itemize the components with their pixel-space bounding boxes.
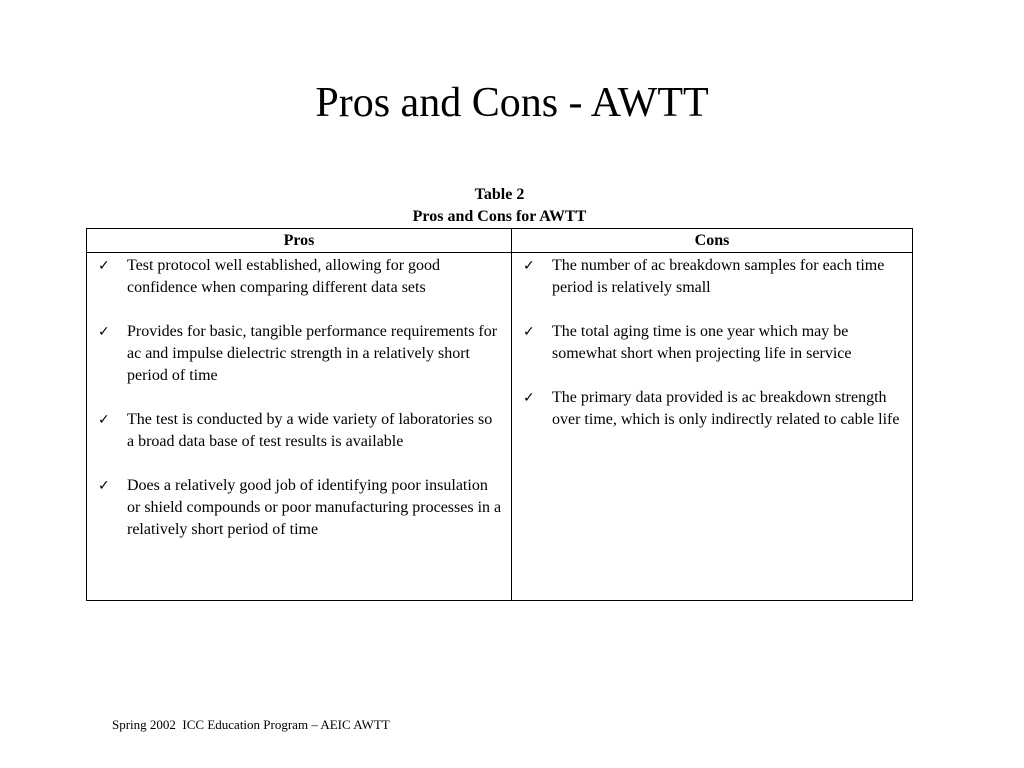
- pros-list: [87, 255, 511, 541]
- list-item: [512, 321, 912, 365]
- cons-item-text: The number of ac breakdown samples for each time period is relatively small: [552, 257, 885, 296]
- list-item: [512, 255, 912, 299]
- slide-footer: Spring 2002 ICC Education Program – AEIC AWTT: [112, 717, 390, 732]
- checkmark-icon: ✓: [98, 324, 110, 340]
- cons-list: [512, 255, 912, 431]
- table-caption-title: Pros and Cons for AWTT: [412, 208, 587, 225]
- cons-header: Cons: [694, 232, 730, 249]
- checkmark-icon: ✓: [523, 324, 535, 340]
- checkmark-icon: ✓: [98, 258, 110, 274]
- list-item: [87, 409, 511, 453]
- list-item: [512, 387, 912, 431]
- checkmark-icon: ✓: [98, 478, 110, 494]
- pros-item-text: Does a relatively good job of identifying poor insulation or shield compounds or poor manufacturing processes in a relatively short period of time: [127, 477, 502, 538]
- list-item: [87, 255, 511, 299]
- pros-item-text: Test protocol well established, allowing for good confidence when comparing different data sets: [127, 257, 441, 296]
- page-title: Pros and Cons - AWTT: [315, 80, 709, 126]
- list-item: [87, 475, 511, 541]
- pros-item-text: The test is conducted by a wide variety of laboratories so a broad data base of test results is available: [127, 411, 493, 450]
- cons-item-text: The primary data provided is ac breakdown strength over time, which is only indirectly related to cable life: [552, 389, 900, 428]
- table-header-row: [87, 229, 912, 253]
- table-body-row: [87, 253, 912, 600]
- checkmark-icon: ✓: [523, 258, 535, 274]
- checkmark-icon: ✓: [523, 390, 535, 406]
- pros-header: Pros: [87, 229, 512, 252]
- checkmark-icon: ✓: [98, 412, 110, 428]
- table-caption-number: Table 2: [474, 186, 525, 203]
- pros-cons-table: [86, 228, 913, 601]
- cons-item-text: The total aging time is one year which may be somewhat short when projecting life in service: [552, 323, 852, 362]
- list-item: [87, 321, 511, 387]
- pros-item-text: Provides for basic, tangible performance requirements for ac and impulse dielectric strength in a relatively short period of time: [127, 323, 498, 384]
- pros-cell: [87, 253, 512, 600]
- cons-cell: [512, 253, 912, 600]
